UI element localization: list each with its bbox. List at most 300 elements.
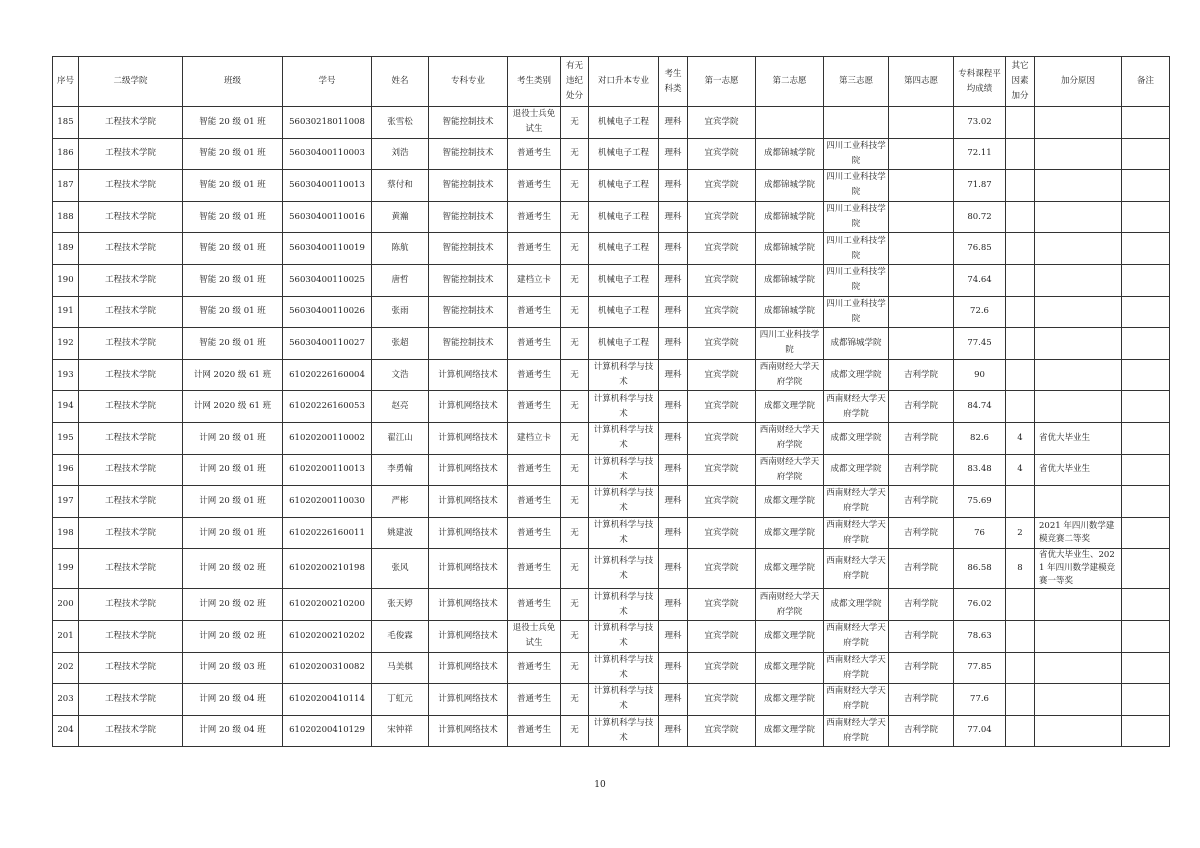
- table-row: [53, 107, 1170, 139]
- table-cell: 普通考生: [508, 454, 561, 486]
- table-cell: [1122, 652, 1170, 684]
- table-cell: 理科: [659, 328, 688, 360]
- table-cell: 理科: [659, 517, 688, 549]
- table-cell: 90: [954, 359, 1006, 391]
- table-cell: 84.74: [954, 391, 1006, 423]
- table-cell: 工程技术学院: [79, 486, 183, 518]
- table-cell: 吉利学院: [889, 715, 954, 747]
- table-row: [53, 620, 1170, 652]
- table-cell: 185: [53, 107, 79, 139]
- table-cell: 智能 20 级 01 班: [183, 138, 283, 170]
- table-cell: 吉利学院: [889, 454, 954, 486]
- table-cell: 成都文理学院: [824, 359, 889, 391]
- table-cell: 193: [53, 359, 79, 391]
- table-cell: 计算机网络技术: [429, 422, 508, 454]
- table-cell: 计算机网络技术: [429, 359, 508, 391]
- table-row: [53, 170, 1170, 202]
- table-cell: 机械电子工程: [589, 233, 659, 265]
- table-cell: 西南财经大学天府学院: [756, 589, 824, 621]
- table-cell: 56030400110027: [283, 328, 372, 360]
- table-cell: 宜宾学院: [688, 296, 756, 328]
- column-header: 二级学院: [79, 57, 183, 107]
- table-cell: 工程技术学院: [79, 422, 183, 454]
- table-cell: [1122, 517, 1170, 549]
- table-cell: 宜宾学院: [688, 549, 756, 589]
- table-cell: 姚建波: [372, 517, 429, 549]
- table-cell: 宜宾学院: [688, 486, 756, 518]
- table-cell: 宜宾学院: [688, 107, 756, 139]
- table-cell: 宜宾学院: [688, 359, 756, 391]
- table-cell: 工程技术学院: [79, 170, 183, 202]
- table-cell: 理科: [659, 233, 688, 265]
- table-cell: 2021 年四川数学建模竞赛二等奖: [1035, 517, 1122, 549]
- table-cell: 成都锦城学院: [824, 328, 889, 360]
- table-cell: [1122, 170, 1170, 202]
- table-cell: 宜宾学院: [688, 652, 756, 684]
- table-cell: 无: [561, 589, 589, 621]
- table-cell: [756, 107, 824, 139]
- table-cell: [1122, 589, 1170, 621]
- table-cell: 四川工业科技学院: [824, 264, 889, 296]
- table-cell: 无: [561, 517, 589, 549]
- table-cell: [1122, 359, 1170, 391]
- table-cell: 计网 20 级 02 班: [183, 620, 283, 652]
- table-header: [53, 57, 1170, 107]
- table-cell: 78.63: [954, 620, 1006, 652]
- table-cell: 智能控制技术: [429, 201, 508, 233]
- table-cell: 无: [561, 359, 589, 391]
- table-cell: 无: [561, 652, 589, 684]
- column-header: 其它因素加分: [1006, 57, 1035, 107]
- table-cell: 宜宾学院: [688, 138, 756, 170]
- table-cell: 成都锦城学院: [756, 138, 824, 170]
- table-cell: 张天婷: [372, 589, 429, 621]
- table-cell: 建档立卡: [508, 422, 561, 454]
- table-cell: [1006, 328, 1035, 360]
- table-cell: 退役士兵免试生: [508, 107, 561, 139]
- table-cell: 陈航: [372, 233, 429, 265]
- table-cell: 理科: [659, 422, 688, 454]
- table-cell: 计网 20 级 01 班: [183, 454, 283, 486]
- column-header: 备注: [1122, 57, 1170, 107]
- table-cell: 4: [1006, 422, 1035, 454]
- table-cell: 计网 20 级 02 班: [183, 549, 283, 589]
- table-cell: 73.02: [954, 107, 1006, 139]
- table-cell: [1006, 715, 1035, 747]
- table-cell: [1006, 233, 1035, 265]
- table-cell: 吉利学院: [889, 652, 954, 684]
- table-cell: [1122, 549, 1170, 589]
- column-header: 加分原因: [1035, 57, 1122, 107]
- table-cell: [1122, 328, 1170, 360]
- table-cell: 严彬: [372, 486, 429, 518]
- table-cell: 工程技术学院: [79, 296, 183, 328]
- table-cell: 宜宾学院: [688, 264, 756, 296]
- table-cell: [1035, 233, 1122, 265]
- table-cell: 56030400110016: [283, 201, 372, 233]
- table-row: [53, 652, 1170, 684]
- table-cell: 普通考生: [508, 233, 561, 265]
- table-cell: 72.11: [954, 138, 1006, 170]
- table-cell: 吉利学院: [889, 391, 954, 423]
- table-cell: [1122, 107, 1170, 139]
- table-cell: 宜宾学院: [688, 589, 756, 621]
- table-cell: [1122, 233, 1170, 265]
- table-cell: 张风: [372, 549, 429, 589]
- table-cell: 普通考生: [508, 684, 561, 716]
- table-cell: 无: [561, 264, 589, 296]
- table-cell: 61020200210200: [283, 589, 372, 621]
- table-cell: 计网 20 级 04 班: [183, 715, 283, 747]
- table-cell: 2: [1006, 517, 1035, 549]
- table-cell: 61020200410129: [283, 715, 372, 747]
- table-cell: 吉利学院: [889, 422, 954, 454]
- table-cell: 西南财经大学天府学院: [756, 359, 824, 391]
- column-header: 考生科类: [659, 57, 688, 107]
- table-cell: 赵亮: [372, 391, 429, 423]
- table-cell: 宜宾学院: [688, 684, 756, 716]
- table-cell: 204: [53, 715, 79, 747]
- table-cell: 智能控制技术: [429, 170, 508, 202]
- table-cell: [889, 107, 954, 139]
- table-cell: 吉利学院: [889, 589, 954, 621]
- table-cell: 工程技术学院: [79, 684, 183, 716]
- table-cell: 智能控制技术: [429, 296, 508, 328]
- table-cell: 成都文理学院: [824, 422, 889, 454]
- table-cell: 计算机科学与技术: [589, 517, 659, 549]
- table-cell: [1122, 454, 1170, 486]
- table-cell: 省优大毕业生: [1035, 422, 1122, 454]
- table-cell: 56030400110013: [283, 170, 372, 202]
- table-cell: 吉利学院: [889, 486, 954, 518]
- table-cell: 吉利学院: [889, 620, 954, 652]
- table-cell: 成都文理学院: [756, 684, 824, 716]
- table-cell: [889, 170, 954, 202]
- table-cell: 西南财经大学天府学院: [824, 517, 889, 549]
- table-cell: 计算机科学与技术: [589, 422, 659, 454]
- table-cell: 188: [53, 201, 79, 233]
- table-cell: 计网 2020 级 61 班: [183, 359, 283, 391]
- table-cell: 74.64: [954, 264, 1006, 296]
- table-cell: 计算机科学与技术: [589, 652, 659, 684]
- table-cell: 理科: [659, 138, 688, 170]
- table-cell: 76.02: [954, 589, 1006, 621]
- table-cell: [1006, 359, 1035, 391]
- table-cell: 宜宾学院: [688, 201, 756, 233]
- table-cell: [1035, 715, 1122, 747]
- table-cell: 机械电子工程: [589, 264, 659, 296]
- table-row: [53, 454, 1170, 486]
- table-cell: 工程技术学院: [79, 620, 183, 652]
- table-cell: 智能控制技术: [429, 264, 508, 296]
- table-cell: 计算机网络技术: [429, 620, 508, 652]
- table-cell: 成都文理学院: [756, 652, 824, 684]
- table-cell: 吉利学院: [889, 549, 954, 589]
- table-cell: 计算机网络技术: [429, 517, 508, 549]
- table-cell: 工程技术学院: [79, 201, 183, 233]
- table-cell: 四川工业科技学院: [824, 170, 889, 202]
- table-cell: 计算机网络技术: [429, 684, 508, 716]
- table-cell: 187: [53, 170, 79, 202]
- table-cell: [1006, 486, 1035, 518]
- table-cell: [1035, 589, 1122, 621]
- table-cell: 工程技术学院: [79, 549, 183, 589]
- table-cell: 76.85: [954, 233, 1006, 265]
- table-cell: 西南财经大学天府学院: [756, 454, 824, 486]
- table-cell: 智能控制技术: [429, 138, 508, 170]
- table-cell: 普通考生: [508, 589, 561, 621]
- table-cell: 李勇翰: [372, 454, 429, 486]
- table-cell: 计算机网络技术: [429, 589, 508, 621]
- table-cell: 刘浩: [372, 138, 429, 170]
- table-cell: 成都文理学院: [824, 589, 889, 621]
- table-cell: [889, 264, 954, 296]
- table-cell: [1122, 264, 1170, 296]
- table-cell: 西南财经大学天府学院: [756, 422, 824, 454]
- header-row: [53, 57, 1170, 107]
- table-cell: [889, 201, 954, 233]
- table-row: [53, 486, 1170, 518]
- table-cell: [1006, 138, 1035, 170]
- column-header: 第一志愿: [688, 57, 756, 107]
- table-cell: 191: [53, 296, 79, 328]
- column-header: 第二志愿: [756, 57, 824, 107]
- table-cell: 普通考生: [508, 138, 561, 170]
- table-cell: 四川工业科技学院: [824, 138, 889, 170]
- table-cell: 无: [561, 684, 589, 716]
- table-cell: [1006, 264, 1035, 296]
- table-cell: [1122, 138, 1170, 170]
- table-cell: 56030400110026: [283, 296, 372, 328]
- table-row: [53, 359, 1170, 391]
- table-cell: [1035, 652, 1122, 684]
- table-cell: 80.72: [954, 201, 1006, 233]
- table-cell: 西南财经大学天府学院: [824, 684, 889, 716]
- table-cell: [1035, 486, 1122, 518]
- table-cell: 理科: [659, 620, 688, 652]
- table-cell: [1035, 138, 1122, 170]
- table-cell: 理科: [659, 715, 688, 747]
- table-cell: 无: [561, 107, 589, 139]
- table-cell: 宜宾学院: [688, 328, 756, 360]
- table-cell: 72.6: [954, 296, 1006, 328]
- table-cell: 计算机网络技术: [429, 391, 508, 423]
- table-cell: 无: [561, 233, 589, 265]
- table-cell: 4: [1006, 454, 1035, 486]
- table-cell: 普通考生: [508, 201, 561, 233]
- table-cell: [1035, 359, 1122, 391]
- table-cell: 工程技术学院: [79, 652, 183, 684]
- table-cell: 机械电子工程: [589, 328, 659, 360]
- table-cell: 智能 20 级 01 班: [183, 264, 283, 296]
- table-cell: 计网 20 级 01 班: [183, 486, 283, 518]
- table-cell: [889, 233, 954, 265]
- table-cell: 成都锦城学院: [756, 170, 824, 202]
- table-cell: 理科: [659, 264, 688, 296]
- table-cell: 宜宾学院: [688, 233, 756, 265]
- table-cell: 机械电子工程: [589, 201, 659, 233]
- table-cell: 75.69: [954, 486, 1006, 518]
- table-cell: 61020200210198: [283, 549, 372, 589]
- table-cell: 普通考生: [508, 391, 561, 423]
- table-cell: 计算机科学与技术: [589, 715, 659, 747]
- table-cell: [1035, 170, 1122, 202]
- table-cell: [889, 296, 954, 328]
- table-cell: 202: [53, 652, 79, 684]
- table-cell: 计算机科学与技术: [589, 454, 659, 486]
- table-cell: 8: [1006, 549, 1035, 589]
- table-cell: 计网 20 级 03 班: [183, 652, 283, 684]
- table-cell: [1122, 715, 1170, 747]
- table-cell: 无: [561, 170, 589, 202]
- table-cell: 61020200310082: [283, 652, 372, 684]
- table-cell: 宜宾学院: [688, 454, 756, 486]
- table-cell: 61020200110013: [283, 454, 372, 486]
- table-cell: [1006, 391, 1035, 423]
- table-cell: 蔡付和: [372, 170, 429, 202]
- table-cell: 张雪松: [372, 107, 429, 139]
- table-row: [53, 233, 1170, 265]
- column-header: 第四志愿: [889, 57, 954, 107]
- table-cell: 宜宾学院: [688, 715, 756, 747]
- table-cell: 成都文理学院: [756, 391, 824, 423]
- table-cell: 马美棋: [372, 652, 429, 684]
- table-cell: 工程技术学院: [79, 233, 183, 265]
- table-cell: [1122, 296, 1170, 328]
- table-cell: [1035, 264, 1122, 296]
- table-cell: 四川工业科技学院: [824, 233, 889, 265]
- table-cell: 工程技术学院: [79, 359, 183, 391]
- table-cell: 吉利学院: [889, 684, 954, 716]
- table-cell: 77.6: [954, 684, 1006, 716]
- table-cell: [1035, 684, 1122, 716]
- table-cell: 省优大毕业生、2021 年四川数学建模竞赛一等奖: [1035, 549, 1122, 589]
- table-cell: 理科: [659, 486, 688, 518]
- table-cell: 西南财经大学天府学院: [824, 549, 889, 589]
- table-cell: 61020226160004: [283, 359, 372, 391]
- table-row: [53, 684, 1170, 716]
- table-cell: [889, 138, 954, 170]
- table-cell: 四川工业科技学院: [824, 296, 889, 328]
- table-cell: 西南财经大学天府学院: [824, 715, 889, 747]
- table-cell: 西南财经大学天府学院: [824, 391, 889, 423]
- admission-table: [52, 56, 1170, 747]
- table-cell: [889, 328, 954, 360]
- table-cell: 计网 20 级 01 班: [183, 517, 283, 549]
- table-row: [53, 589, 1170, 621]
- table-cell: 工程技术学院: [79, 138, 183, 170]
- page-number: 10: [594, 780, 606, 790]
- table-cell: 计网 2020 级 61 班: [183, 391, 283, 423]
- table-row: [53, 264, 1170, 296]
- table-cell: 四川工业科技学院: [756, 328, 824, 360]
- table-cell: 理科: [659, 170, 688, 202]
- table-cell: [1122, 486, 1170, 518]
- table-cell: 理科: [659, 107, 688, 139]
- table-cell: 计算机网络技术: [429, 454, 508, 486]
- table-cell: 195: [53, 422, 79, 454]
- table-cell: 203: [53, 684, 79, 716]
- table-cell: 工程技术学院: [79, 589, 183, 621]
- table-cell: 成都文理学院: [756, 517, 824, 549]
- table-cell: 无: [561, 138, 589, 170]
- table-cell: 普通考生: [508, 328, 561, 360]
- column-header: 专科课程平均成绩: [954, 57, 1006, 107]
- table-cell: 智能 20 级 01 班: [183, 233, 283, 265]
- table-cell: [1006, 296, 1035, 328]
- table-cell: 计算机网络技术: [429, 652, 508, 684]
- table-cell: 工程技术学院: [79, 715, 183, 747]
- table-cell: 201: [53, 620, 79, 652]
- table-cell: 张雨: [372, 296, 429, 328]
- table-cell: [1035, 328, 1122, 360]
- table-cell: [1006, 684, 1035, 716]
- table-cell: 普通考生: [508, 170, 561, 202]
- table-cell: 成都锦城学院: [756, 201, 824, 233]
- table-cell: [1006, 620, 1035, 652]
- table-cell: 61020200410114: [283, 684, 372, 716]
- table-row: [53, 138, 1170, 170]
- table-cell: 计算机网络技术: [429, 486, 508, 518]
- column-header: 序号: [53, 57, 79, 107]
- table-cell: 成都文理学院: [756, 715, 824, 747]
- table-cell: 无: [561, 391, 589, 423]
- table-cell: 理科: [659, 684, 688, 716]
- table-cell: 计算机网络技术: [429, 715, 508, 747]
- table-cell: 理科: [659, 652, 688, 684]
- table-cell: [1122, 391, 1170, 423]
- table-cell: [1122, 422, 1170, 454]
- table-cell: 普通考生: [508, 652, 561, 684]
- table-cell: 无: [561, 454, 589, 486]
- column-header: 对口升本专业: [589, 57, 659, 107]
- table-cell: 宜宾学院: [688, 517, 756, 549]
- table-cell: 普通考生: [508, 486, 561, 518]
- table-cell: 智能 20 级 01 班: [183, 107, 283, 139]
- table-cell: 黄瀚: [372, 201, 429, 233]
- table-cell: 成都文理学院: [756, 549, 824, 589]
- table-cell: 机械电子工程: [589, 138, 659, 170]
- column-header: 考生类别: [508, 57, 561, 107]
- column-header: 班级: [183, 57, 283, 107]
- table-cell: 无: [561, 549, 589, 589]
- table-cell: 成都文理学院: [756, 486, 824, 518]
- table-cell: 智能 20 级 01 班: [183, 170, 283, 202]
- table-cell: 成都文理学院: [756, 620, 824, 652]
- table-cell: 无: [561, 201, 589, 233]
- table-cell: 77.85: [954, 652, 1006, 684]
- table-cell: 计算机科学与技术: [589, 620, 659, 652]
- table-cell: [1035, 201, 1122, 233]
- table-cell: 189: [53, 233, 79, 265]
- table-row: [53, 391, 1170, 423]
- table-cell: 计算机科学与技术: [589, 391, 659, 423]
- table-cell: 199: [53, 549, 79, 589]
- table-row: [53, 201, 1170, 233]
- table-cell: 计算机科学与技术: [589, 549, 659, 589]
- table-row: [53, 715, 1170, 747]
- table-cell: 工程技术学院: [79, 107, 183, 139]
- table-cell: 56030400110019: [283, 233, 372, 265]
- table-row: [53, 328, 1170, 360]
- table-cell: 普通考生: [508, 549, 561, 589]
- table-cell: 成都锦城学院: [756, 296, 824, 328]
- table-cell: 成都文理学院: [824, 454, 889, 486]
- table-cell: 退役士兵免试生: [508, 620, 561, 652]
- table-cell: 理科: [659, 359, 688, 391]
- table-cell: 吉利学院: [889, 359, 954, 391]
- table-cell: 四川工业科技学院: [824, 201, 889, 233]
